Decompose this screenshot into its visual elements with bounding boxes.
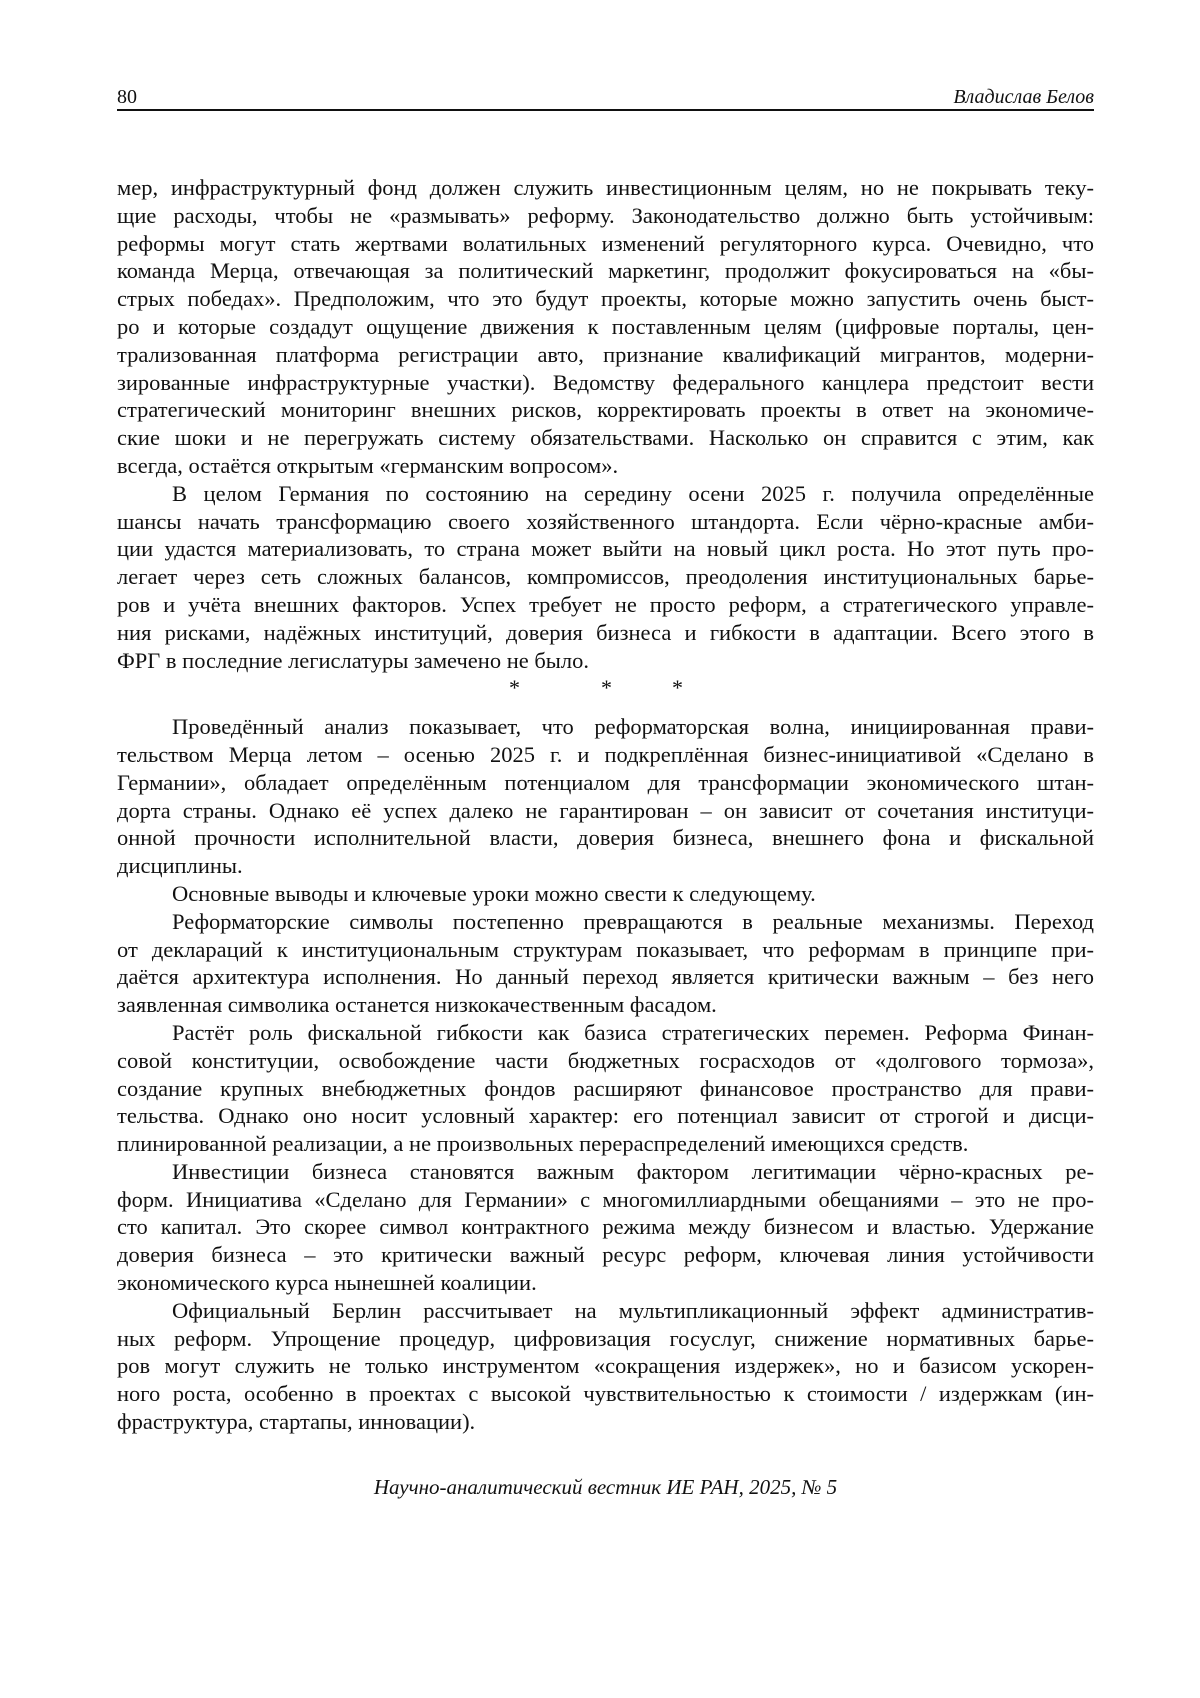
separator-asterisk: * <box>509 675 520 701</box>
text-line: команда Мерца, отвечающая за политический маркетинг, продолжит фокусироваться на «бы- <box>117 258 1094 284</box>
header-rule <box>117 109 1094 111</box>
text-line: ных реформ. Упрощение процедур, цифровизация госуслуг, снижение нормативных барье- <box>117 1325 1094 1351</box>
text-line: Проведённый анализ показывает, что реформаторская волна, инициированная прави- <box>172 714 1094 740</box>
text-line: онной прочности исполнительной власти, доверия бизнеса, внешнего фона и фискальной <box>117 825 1094 851</box>
text-line: Германии», обладает определённым потенциалом для трансформации экономического штан- <box>117 769 1094 795</box>
text-line: ции удастся материализовать, то страна может выйти на новый цикл роста. Но этот путь про- <box>117 536 1094 562</box>
section-conclusions <box>117 713 1094 1436</box>
text-line: всегда, остаётся открытым «германским вопросом». <box>117 452 619 478</box>
separator-asterisk: * <box>601 675 612 701</box>
text-line: тельства. Однако оно носит условный характер: его потенциал зависит от строгой и дисци- <box>117 1103 1094 1129</box>
text-line: заявленная символика останется низкокачественным фасадом. <box>117 992 717 1018</box>
text-line: форм. Инициатива «Сделано для Германии» с многомиллиардными обещаниями – это не про- <box>117 1186 1094 1212</box>
text-line: тельством Мерца летом – осенью 2025 г. и подкреплённая бизнес-инициативой «Сделано в <box>117 741 1094 767</box>
text-line: Реформаторские символы постепенно превращаются в реальные механизмы. Переход <box>172 908 1094 934</box>
text-line: фраструктура, стартапы, инновации). <box>117 1409 476 1435</box>
text-line: ские шоки и не перегружать систему обязательствами. Насколько он справится с этим, как <box>117 425 1094 451</box>
text-line: экономического курса нынешней коалиции. <box>117 1270 537 1296</box>
paragraph <box>117 880 1094 908</box>
running-header <box>117 84 1094 110</box>
text-line: Основные выводы и ключевые уроки можно свести к следующему. <box>172 880 816 906</box>
text-line: стратегический мониторинг внешних рисков, корректировать проекты в ответ на экономиче- <box>117 397 1094 423</box>
text-line: сто капитал. Это скорее символ контрактного режима между бизнесом и властью. Удержание <box>117 1214 1094 1240</box>
section-separator <box>117 674 1094 702</box>
text-line: Растёт роль фискальной гибкости как базиса стратегических перемен. Реформа Финан- <box>172 1019 1094 1045</box>
paragraph <box>117 1297 1094 1436</box>
text-line: щие расходы, чтобы не «размывать» реформу. Законодательство должно быть устойчивым: <box>117 202 1094 228</box>
text-line: ния рисками, надёжных институций, доверия бизнеса и гибкости в адаптации. Всего этого в <box>117 619 1094 645</box>
text-line: реформы могут стать жертвами волатильных изменений регуляторного курса. Очевидно, что <box>117 230 1094 256</box>
text-line: мер, инфраструктурный фонд должен служить инвестиционным целям, но не покрывать теку- <box>117 175 1094 200</box>
paragraph <box>117 908 1094 1019</box>
section-before-separator <box>117 174 1094 674</box>
paragraph <box>117 713 1094 880</box>
text-line: дисциплины. <box>117 853 243 879</box>
separator-asterisk: * <box>672 675 683 701</box>
text-line: Инвестиции бизнеса становятся важным фактором легитимации чёрно-красных ре- <box>172 1158 1094 1184</box>
running-author: Владислав Белов <box>953 86 1094 108</box>
text-line: от деклараций к институциональным структурам показывает, что реформам в принципе при- <box>117 936 1094 962</box>
text-line: ров могут служить не только инструментом «сокращения издержек», но и базисом ускорен- <box>117 1353 1094 1379</box>
text-line: плинированной реализации, а не произвольных перераспределений имеющихся средств. <box>117 1131 969 1157</box>
text-line: В целом Германия по состоянию на середину осени 2025 г. получила определённые <box>172 480 1094 506</box>
text-line: ФРГ в последние легислатуры замечено не было. <box>117 647 590 673</box>
text-line: ного роста, особенно в проектах с высокой чувствительностью к стоимости / издержкам (ин- <box>117 1381 1094 1407</box>
text-line: стрых победах». Предположим, что это будут проекты, которые можно запустить очень быст- <box>117 286 1094 312</box>
paragraph <box>117 480 1094 675</box>
text-line: шансы начать трансформацию своего хозяйственного штандорта. Если чёрно-красные амби- <box>117 508 1094 534</box>
text-line: трализованная платформа регистрации авто, признание квалификаций мигрантов, модерни- <box>117 341 1094 367</box>
page-body <box>117 174 1094 1436</box>
page-number: 80 <box>117 86 137 108</box>
text-line: Официальный Берлин рассчитывает на мультипликационный эффект административ- <box>172 1297 1094 1323</box>
paragraph <box>117 174 1094 480</box>
journal-footer: Научно-аналитический вестник ИЕ РАН, 2025, № 5 <box>373 1475 838 1499</box>
text-line: дорта страны. Однако её успех далеко не гарантирован – он зависит от сочетания институци- <box>117 797 1094 823</box>
text-line: доверия бизнеса – это критически важный ресурс реформ, ключевая линия устойчивости <box>117 1242 1094 1268</box>
text-line: ров и учёта внешних факторов. Успех требует не просто реформ, а стратегического управле- <box>117 591 1094 617</box>
text-line: легает через сеть сложных балансов, компромиссов, преодоления институциональных барье- <box>117 564 1094 590</box>
paragraph <box>117 1158 1094 1297</box>
paragraph <box>117 1019 1094 1158</box>
text-line: создание крупных внебюджетных фондов расширяют финансовое пространство для прави- <box>117 1075 1094 1101</box>
text-line: совой конституции, освобождение части бюджетных госрасходов от «долгового тормоза», <box>117 1047 1094 1073</box>
text-line: ро и которые создадут ощущение движения к поставленным целям (цифровые порталы, цен- <box>117 313 1094 339</box>
text-line: зированные инфраструктурные участки). Ведомству федерального канцлера предстоит вести <box>117 369 1094 395</box>
text-line: даётся архитектура исполнения. Но данный переход является критически важным – без него <box>117 964 1094 990</box>
